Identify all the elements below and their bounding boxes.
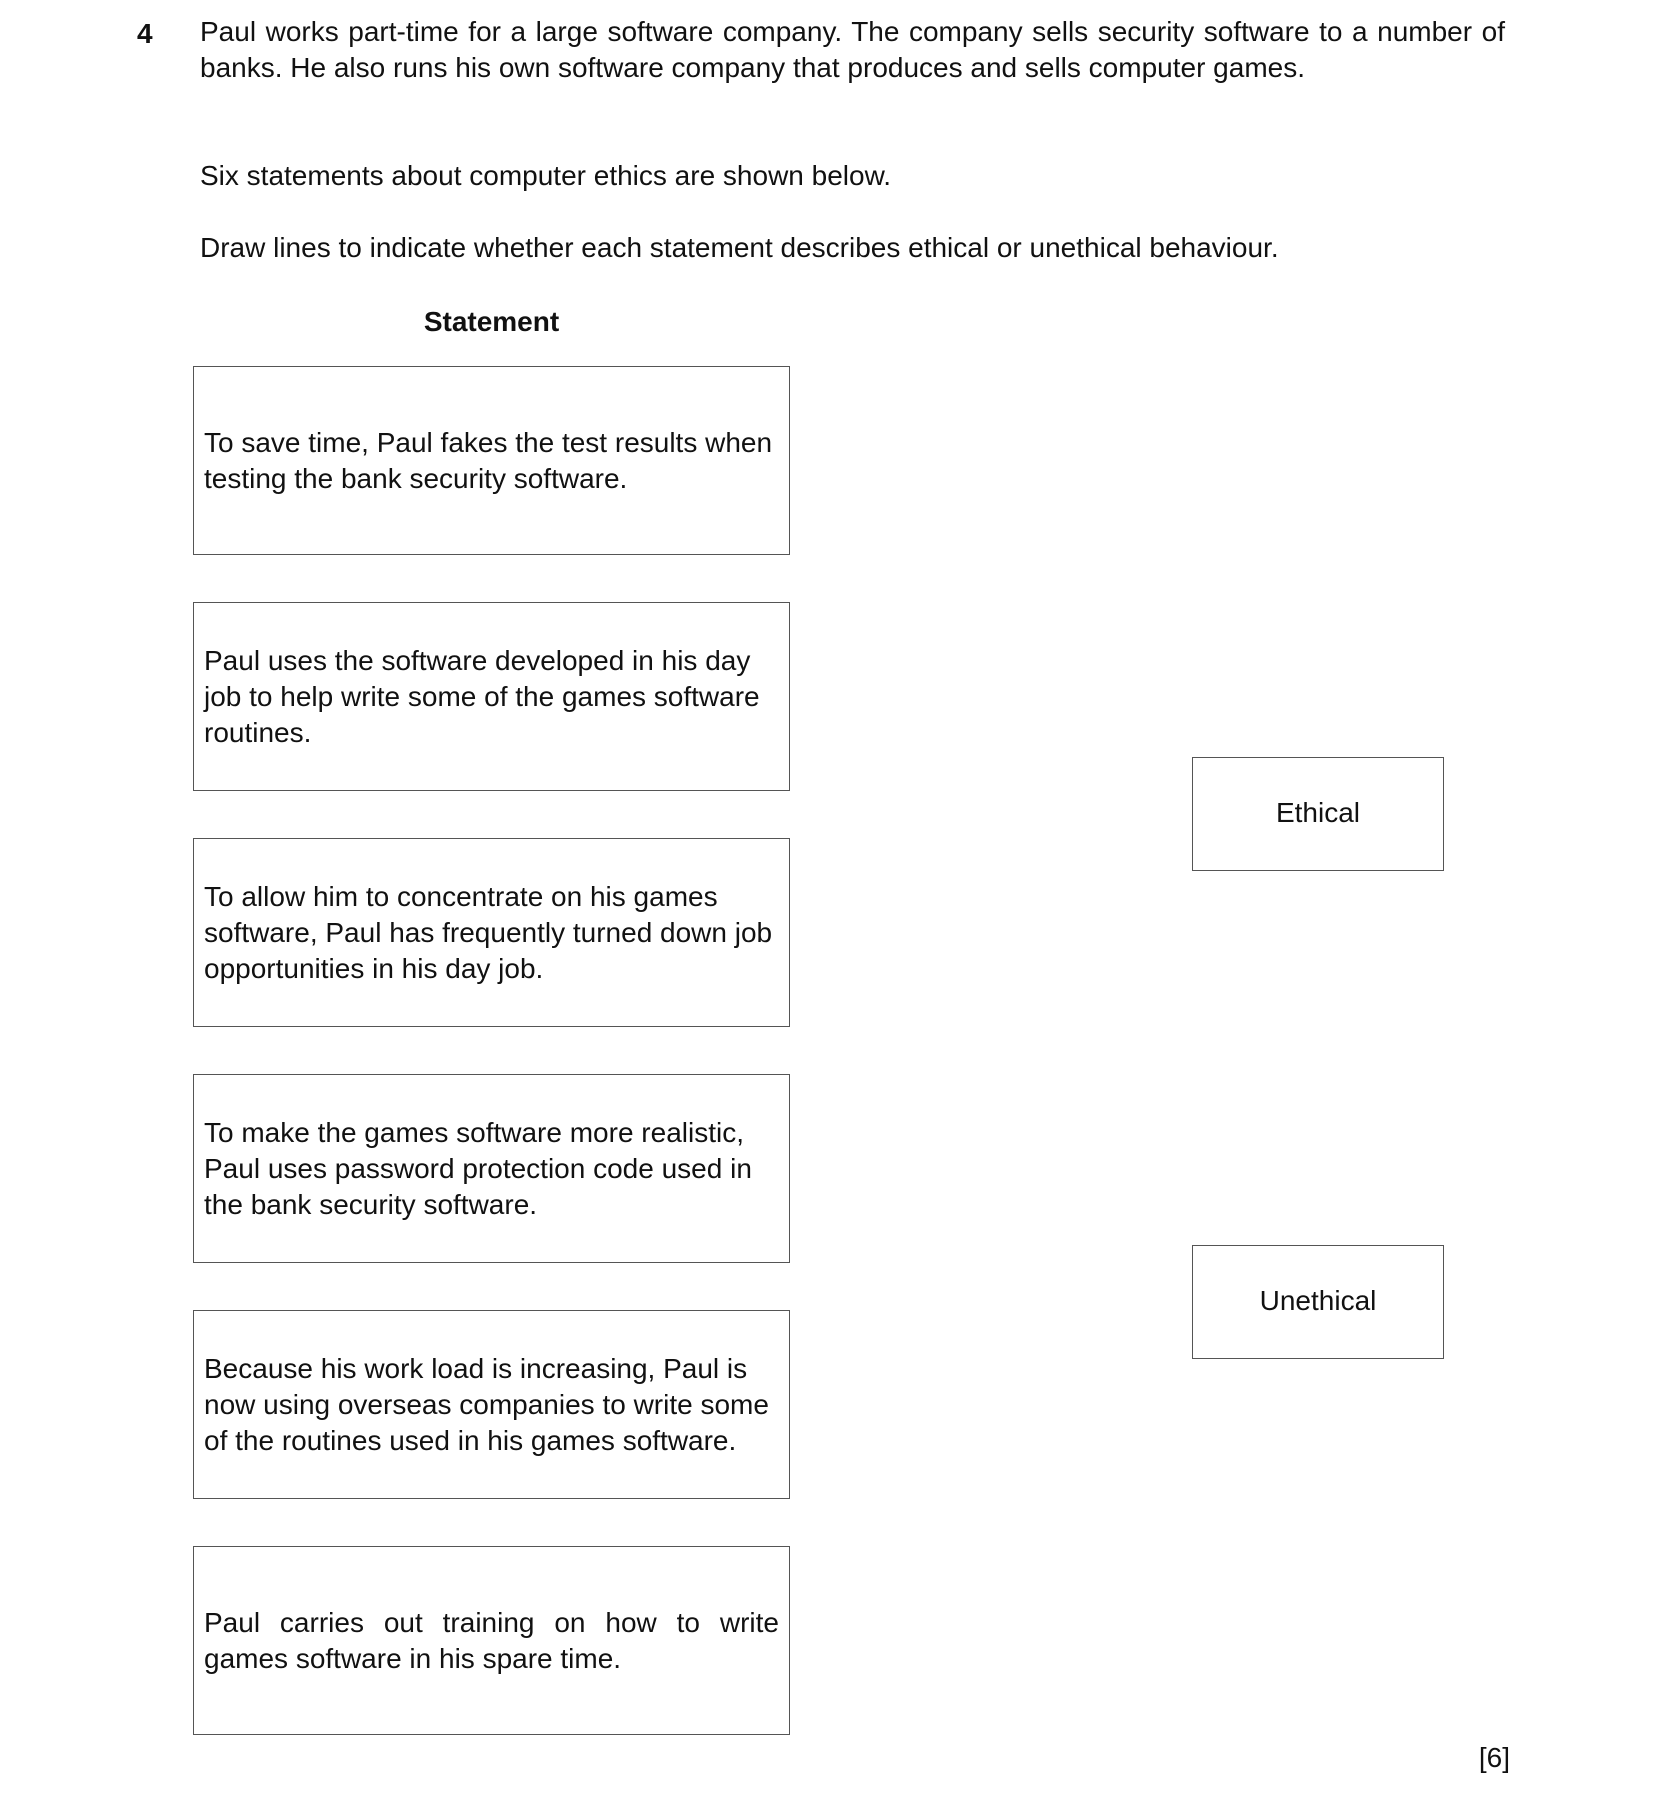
statement-text: Because his work load is increasing, Paul is now using overseas companies to write some of the routines used in his games software. <box>204 1352 769 1456</box>
statement-box-1[interactable] <box>193 366 790 555</box>
statement-box-6[interactable] <box>193 1546 790 1735</box>
statement-text: To allow him to concentrate on his games software, Paul has frequently turned down job opportunities in his day job. <box>204 880 773 984</box>
statement-box-3[interactable] <box>193 838 790 1027</box>
statement-text: To make the games software more realistic, Paul uses password protection code used in the bank security software. <box>204 1116 752 1220</box>
statement-box-2[interactable] <box>193 602 790 791</box>
statement-text: To save time, Paul fakes the test results when testing the bank security software. <box>204 426 773 494</box>
question-number: 4 <box>137 18 153 49</box>
category-box-unethical[interactable] <box>1192 1245 1444 1359</box>
question-intro: Paul works part-time for a large software company. The company sells security software to a number of banks. He also runs his own software company that produces and sells computer games. <box>200 16 1505 83</box>
question-instruction: Draw lines to indicate whether each statement describes ethical or unethical behaviour. <box>200 232 1279 263</box>
marks-allocation: [6] <box>1478 1742 1510 1773</box>
question-context: Six statements about computer ethics are shown below. <box>200 160 892 191</box>
statement-column-heading: Statement <box>423 306 560 337</box>
category-box-ethical[interactable] <box>1192 757 1444 871</box>
statement-box-4[interactable] <box>193 1074 790 1263</box>
statement-list <box>193 366 790 1782</box>
category-label: Unethical <box>1259 1285 1377 1316</box>
statement-text: Paul uses the software developed in his day job to help write some of the games software routines. <box>204 644 760 748</box>
statement-box-5[interactable] <box>193 1310 790 1499</box>
statement-text: Paul carries out training on how to write games software in his spare time. <box>204 1606 779 1674</box>
category-label: Ethical <box>1275 797 1361 828</box>
